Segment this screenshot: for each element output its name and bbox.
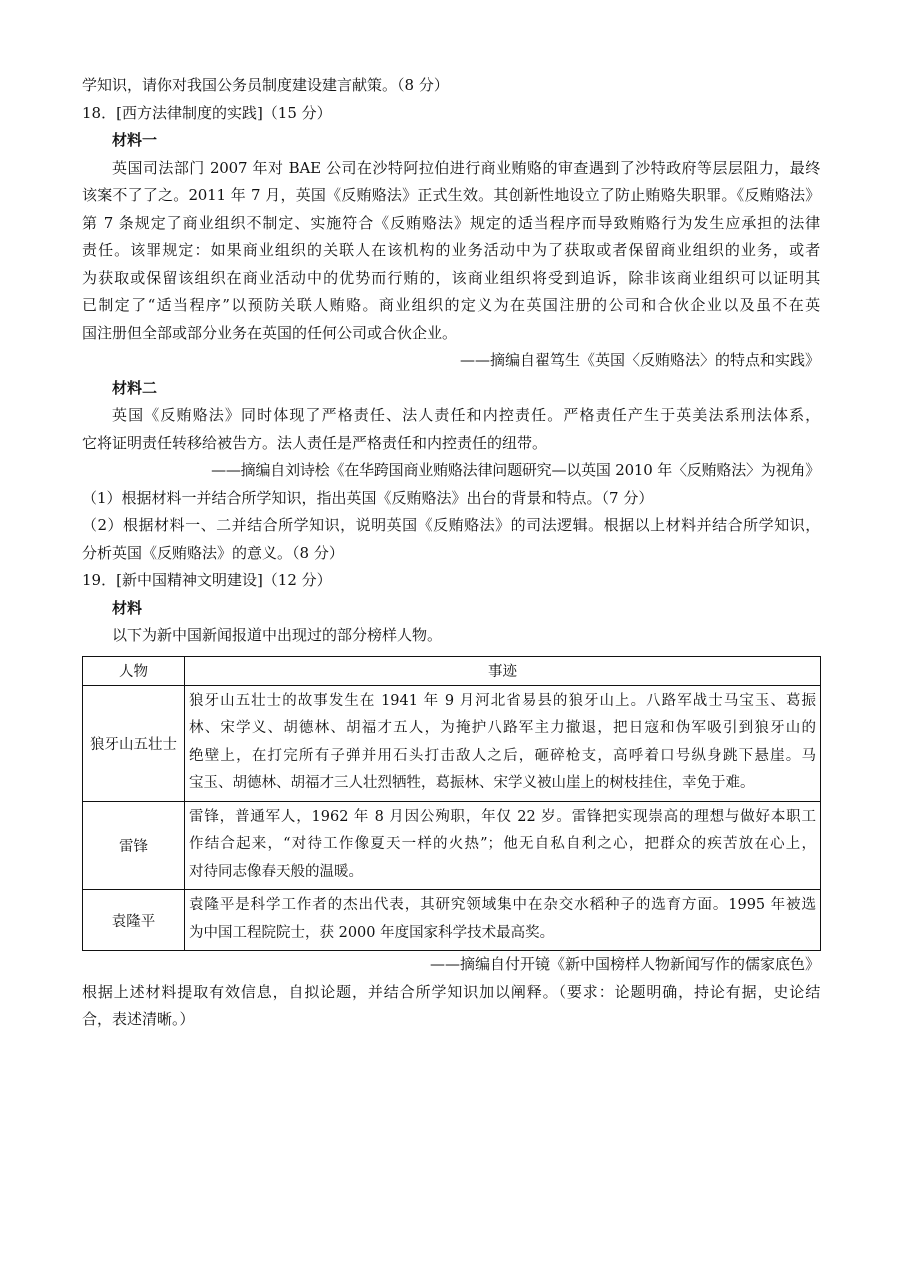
question-18-sub-2: （2）根据材料一、二并结合所学知识，说明英国《反贿赂法》的司法逻辑。根据以上材料并结合所学知识，	[82, 516, 820, 534]
material-2-line: 它将证明责任转移给被告方。法人责任是严格责任和内控责任的纽带。	[82, 433, 548, 452]
table-header-person: 人物	[83, 656, 185, 685]
person-name: 雷锋	[83, 801, 185, 890]
question-18-sub-2: 分析英国《反贿赂法》的意义。（8 分）	[82, 543, 344, 562]
deed-line: 袁隆平是科学工作者的杰出代表，其研究领域集中在杂交水稻种子的选育方面。1995 年被选	[189, 897, 816, 913]
material-1-line: 该案不了了之。2011 年 7 月，英国《反贿赂法》正式生效。其创新性地设立了防止贿赂失职罪。《反贿赂法》	[82, 186, 820, 204]
question-19-task: 根据上述材料提取有效信息，自拟论题，并结合所学知识加以阐释。（要求：论题明确，持论有据，史论结	[82, 982, 820, 1001]
question-19-task: 合，表述清晰。）	[82, 1010, 195, 1028]
person-name: 袁隆平	[83, 890, 185, 951]
table-row	[83, 685, 821, 801]
deed-line: 对待同志像春天般的温暖。	[189, 863, 363, 880]
material-2-line: 英国《反贿赂法》同时体现了严格责任、法人责任和内控责任。严格责任产生于英美法系刑法体系，	[112, 406, 820, 424]
deed-line: 作结合起来，“对待工作像夏天一样的火热”；他无自私自利之心，把群众的疾苦放在心上，	[189, 836, 816, 852]
question-18-heading: 18．[西方法律制度的实践]（15 分）	[82, 103, 332, 122]
material-1-line: 责任。该罪规定：如果商业组织的关联人在该机构的业务活动中为了获取或者保留商业组织的业务，或者	[82, 241, 820, 259]
material-2-title: 材料二	[112, 378, 158, 397]
deed-line: 林、宋学义、胡德林、胡福才五人，为掩护八路军主力撤退，把日寇和伪军吸引到狼牙山的	[189, 720, 816, 736]
material-intro: 以下为新中国新闻报道中出现过的部分榜样人物。	[112, 626, 443, 644]
table-row	[83, 890, 821, 951]
material-source: ——摘编自付开镜《新中国榜样人物新闻写作的儒家底色》	[429, 955, 820, 973]
person-name: 狼牙山五壮士	[83, 685, 185, 801]
person-deeds	[185, 685, 821, 801]
deed-line: 为中国工程院院士，获 2000 年度国家科学技术最高奖。	[189, 924, 555, 941]
material-1-line: 为获取或保留该组织在商业活动中的优势而行贿的，该商业组织将受到追诉，除非该商业组织可以证明其	[82, 268, 820, 287]
material-title: 材料	[112, 598, 143, 617]
deed-line: 狼牙山五壮士的故事发生在 1941 年 9 月河北省易县的狼牙山上。八路军战士马宝玉、葛振	[189, 692, 816, 709]
person-deeds	[185, 801, 821, 890]
table-row	[83, 801, 821, 890]
deed-line: 雷锋，普通军人，1962 年 8 月因公殉职，年仅 22 岁。雷锋把实现崇高的理想与做好本职工	[189, 808, 816, 825]
material-1-line: 第 7 条规定了商业组织不制定、实施符合《反贿赂法》规定的适当程序而导致贿赂行为发生应承担的法律	[82, 213, 820, 232]
material-1-line: 已制定了“适当程序”以预防关联人贿赂。商业组织的定义为在英国注册的公司和合伙企业以及虽不在英	[82, 296, 820, 314]
previous-question-tail: 学知识，请你对我国公务员制度建设建言献策。（8 分）	[82, 76, 449, 94]
material-1-line: 英国司法部门 2007 年对 BAE 公司在沙特阿拉伯进行商业贿赂的审查遇到了沙特政府等层层阻力，最终	[112, 158, 820, 177]
table-header-row	[83, 656, 821, 685]
question-19-heading: 19．[新中国精神文明建设]（12 分）	[82, 571, 332, 589]
role-model-table	[82, 656, 821, 952]
deed-line: 绝壁上，在打完所有子弹并用石头打击敌人之后，砸碎枪支，高呼着口号纵身跳下悬崖。马	[189, 747, 816, 764]
exam-page	[82, 72, 820, 1034]
deed-line: 宝玉、胡德林、胡福才三人壮烈牺牲，葛振林、宋学义被山崖上的树枝挂住，幸免于难。	[189, 775, 755, 791]
material-2-source: ——摘编自刘诗桧《在华跨国商业贿赂法律问题研究—以英国 2010 年〈反贿赂法〉为视角》	[211, 461, 820, 479]
person-deeds	[185, 890, 821, 951]
table-header-deeds: 事迹	[185, 656, 821, 685]
material-1-title: 材料一	[112, 131, 158, 149]
material-1-line: 国注册但全部或部分业务在英国的任何公司或合伙企业。	[82, 323, 458, 342]
material-1-source: ——摘编自翟笃生《英国〈反贿赂法〉的特点和实践》	[459, 351, 820, 369]
question-18-sub-1: （1）根据材料一并结合所学知识，指出英国《反贿赂法》出台的背景和特点。（7 分）	[82, 488, 654, 507]
